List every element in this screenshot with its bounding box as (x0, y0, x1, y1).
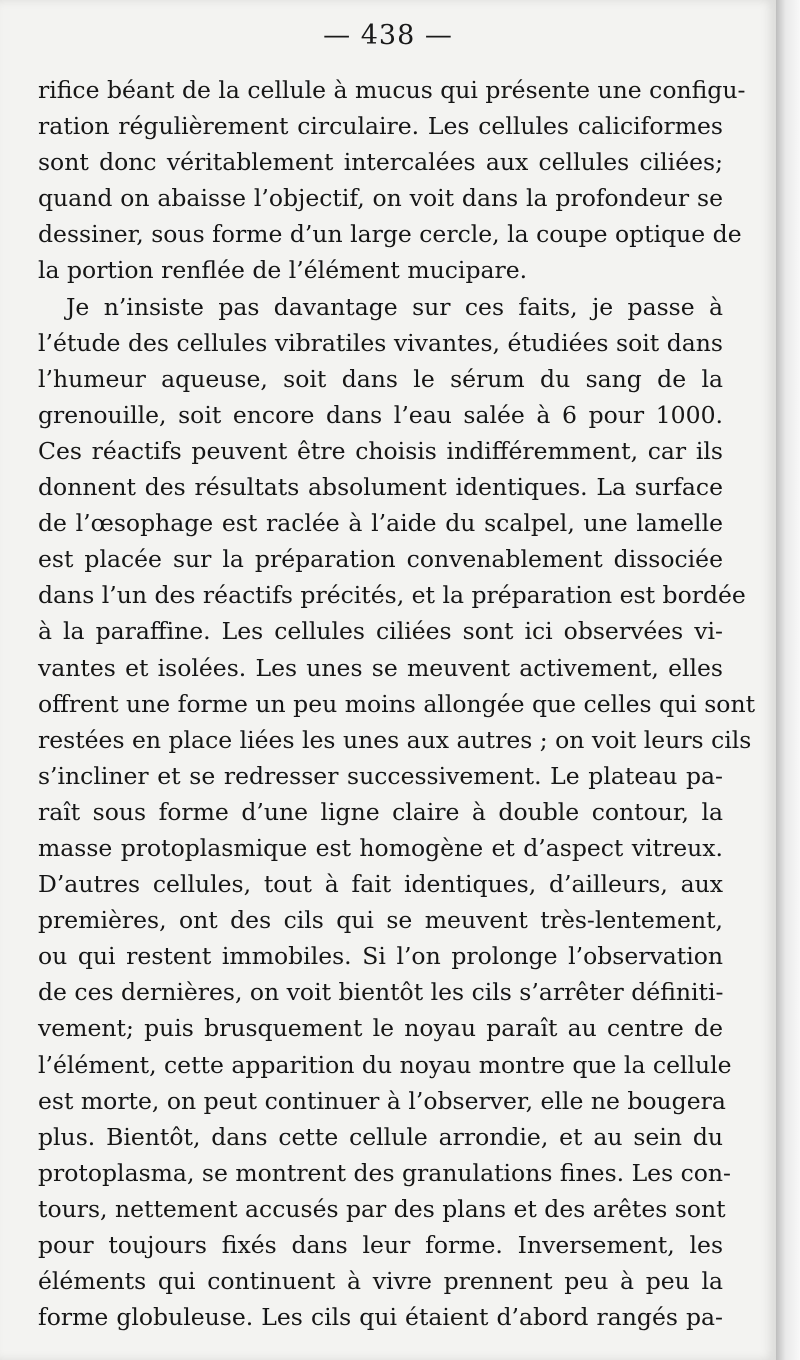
text-line: forme globuleuse. Les cils qui étaient d’abord rangés pa- (38, 1303, 723, 1332)
text-line: protoplasma, se montrent des granulations fines. Les con- (38, 1158, 731, 1187)
body-text (38, 72, 756, 1335)
text-line: à la paraffine. Les cellules ciliées sont ici observées vi- (38, 617, 723, 646)
text-line: donnent des résultats absolument identiques. La surface (38, 473, 723, 502)
text-line: plus. Bientôt, dans cette cellule arrondie, et au sein du (38, 1122, 723, 1151)
text-line: l’humeur aqueuse, soit dans le sérum du sang de la (38, 364, 723, 393)
text-line: est placée sur la préparation convenablement dissociée (38, 545, 723, 574)
text-line: éléments qui continuent à vivre prennent peu à peu la (38, 1267, 723, 1296)
text-line: tours, nettement accusés par des plans et des arêtes sont (38, 1194, 726, 1223)
text-line: ration régulièrement circulaire. Les cellules caliciformes (38, 112, 723, 141)
text-line: s’incliner et se redresser successivement. Le plateau pa- (38, 761, 723, 790)
text-line: la portion renflée de l’élément mucipare. (38, 256, 528, 285)
text-line: dans l’un des réactifs précités, et la préparation est bordée (38, 581, 746, 610)
text-line: sont donc véritablement intercalées aux cellules ciliées; (38, 148, 723, 177)
text-line: l’élément, cette apparition du noyau montre que la cellule (38, 1050, 732, 1079)
text-line: masse protoplasmique est homogène et d’aspect vitreux. (38, 833, 723, 862)
text-line: est morte, on peut continuer à l’observer, elle ne bougera (38, 1086, 726, 1115)
text-line: de l’œsophage est raclée à l’aide du scalpel, une lamelle (38, 509, 723, 538)
text-line: de ces dernières, on voit bientôt les cils s’arrêter définiti- (38, 978, 724, 1007)
text-line: Ces réactifs peuvent être choisis indifféremment, car ils (38, 436, 723, 465)
text-line: quand on abaisse l’objectif, on voit dans la profondeur se (38, 184, 723, 213)
text-line: rifice béant de la cellule à mucus qui présente une configu- (38, 76, 746, 104)
text-line: restées en place liées les unes aux autres ; on voit leurs cils (38, 725, 752, 754)
text-line: D’autres cellules, tout à fait identiques, d’ailleurs, aux (38, 870, 723, 899)
text-line: dessiner, sous forme d’un large cercle, la coupe optique de (38, 220, 742, 249)
text-line: raît sous forme d’une ligne claire à double contour, la (38, 797, 723, 826)
text-line: ou qui restent immobiles. Si l’on prolonge l’observation (38, 942, 723, 971)
text-line: Je n’insiste pas davantage sur ces faits, je passe à (66, 292, 723, 321)
text-line: premières, ont des cils qui se meuvent très-lentement, (38, 906, 723, 935)
text-line: offrent une forme un peu moins allongée que celles qui sont (38, 689, 756, 718)
text-line: vement; puis brusquement le noyau paraît au centre de (38, 1014, 723, 1043)
page-edge (776, 0, 800, 1360)
text-line: vantes et isolées. Les unes se meuvent activement, elles (38, 653, 723, 682)
text-line: l’étude des cellules vibratiles vivantes, étudiées soit dans (38, 328, 723, 357)
page-number: — 438 — (323, 20, 453, 51)
text-line: grenouille, soit encore dans l’eau salée à 6 pour 1000. (38, 400, 723, 429)
text-line: pour toujours fixés dans leur forme. Inversement, les (38, 1231, 723, 1259)
